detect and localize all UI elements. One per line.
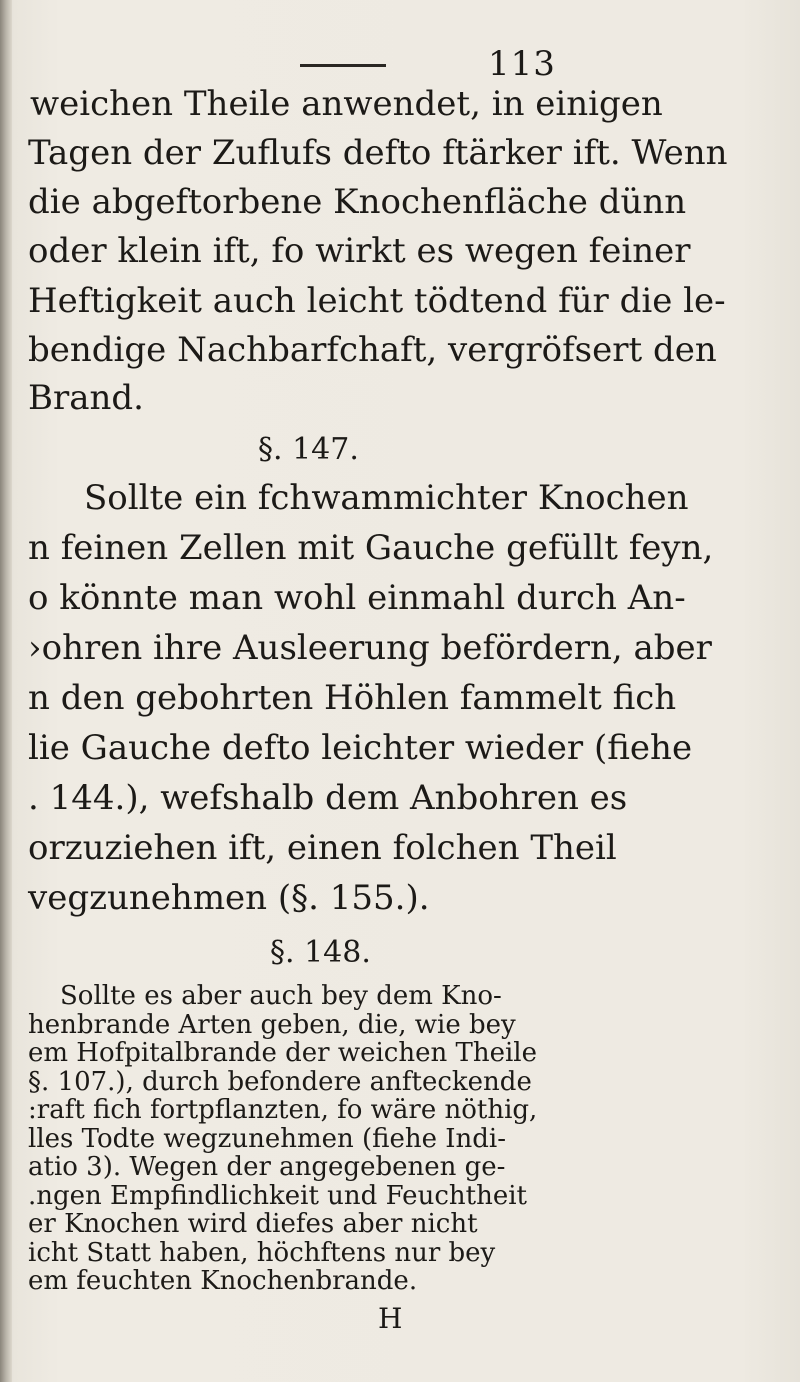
text-line: weichen Theile anwendet, in einigen — [30, 84, 663, 124]
text-line: ›ohren ihre Ausleerung befördern, aber — [28, 628, 712, 668]
page-number: 113 — [488, 44, 556, 84]
text-line: henbrande Arten geben, die, wie bey — [28, 1009, 516, 1040]
text-line: n den gebohrten Höhlen fammelt fich — [28, 678, 677, 718]
text-line: orzuziehen ift, einen folchen Theil — [28, 828, 617, 868]
text-line: Brand. — [28, 378, 144, 418]
text-line: Sollte es aber auch bey dem Kno- — [60, 981, 502, 1011]
text-line: Heftigkeit auch leicht tödtend für die le- — [28, 281, 726, 321]
text-line: Sollte ein fchwammichter Knochen — [84, 478, 689, 518]
text-line: em Hofpitalbrande der weichen Theile — [28, 1038, 537, 1068]
section-heading: §. 148. — [270, 935, 371, 970]
text-line: §. 107.), durch befondere anfteckende — [28, 1066, 532, 1097]
text-line: oder klein ift, fo wirkt es wegen feiner — [28, 231, 691, 271]
signature-mark: H — [378, 1301, 403, 1335]
text-line: vegzunehmen (§. 155.). — [28, 878, 430, 918]
text-line: bendige Nachbarfchaft, vergröfsert den — [28, 330, 717, 370]
text-line: n feinen Zellen mit Gauche gefüllt feyn, — [28, 528, 714, 568]
text-line: er Knochen wird diefes aber nicht — [28, 1209, 478, 1239]
text-line: . 144.), wefshalb dem Anbohren es — [28, 778, 628, 818]
text-line: atio 3). Wegen der angegebenen ge- — [28, 1152, 506, 1182]
text-line: .ngen Empfindlichkeit und Feuchtheit — [28, 1180, 527, 1211]
text-line: lie Gauche defto leichter wieder (fiehe — [28, 728, 693, 768]
header-rule — [300, 64, 386, 67]
text-line: lles Todte wegzunehmen (fiehe Indi- — [28, 1123, 507, 1154]
text-line: em feuchten Knochenbrande. — [28, 1266, 418, 1296]
section-heading: §. 147. — [258, 432, 359, 467]
text-line: :raft fich fortpflanzten, fo wäre nöthig, — [28, 1095, 538, 1125]
text-line: Tagen der Zuflufs defto ftärker ift. Wenn — [28, 133, 728, 173]
text-line: o könnte man wohl einmahl durch An- — [28, 578, 686, 618]
page-gutter-shadow — [0, 0, 12, 1382]
text-line: die abgeftorbene Knochenfläche dünn — [28, 182, 687, 222]
text-line: icht Statt haben, höchftens nur bey — [28, 1237, 496, 1268]
